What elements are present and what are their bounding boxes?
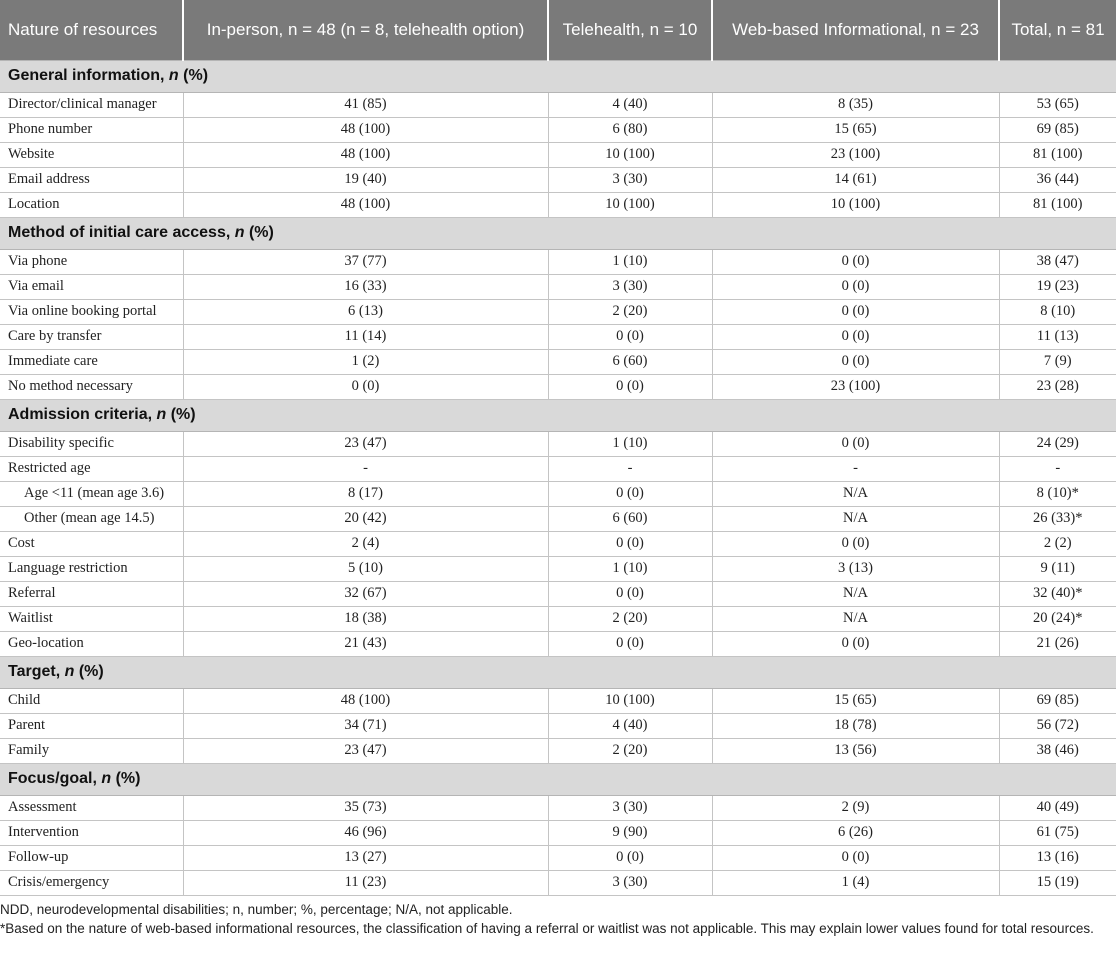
cell-telehealth: 6 (80)	[548, 117, 712, 142]
cell-telehealth: 0 (0)	[548, 631, 712, 656]
cell-telehealth: 6 (60)	[548, 349, 712, 374]
cell-in-person: 19 (40)	[183, 167, 548, 192]
row-label: Email address	[0, 167, 183, 192]
cell-total: 81 (100)	[999, 192, 1116, 217]
row-label: Family	[0, 738, 183, 763]
cell-web-based: 0 (0)	[712, 531, 999, 556]
cell-total: 8 (10)	[999, 299, 1116, 324]
row-label: Phone number	[0, 117, 183, 142]
cell-web-based: 0 (0)	[712, 845, 999, 870]
section-title: Target, n (%)	[0, 656, 1116, 688]
cell-total: 38 (46)	[999, 738, 1116, 763]
cell-total: 9 (11)	[999, 556, 1116, 581]
row-label: Location	[0, 192, 183, 217]
cell-in-person: 8 (17)	[183, 481, 548, 506]
cell-telehealth: 10 (100)	[548, 688, 712, 713]
row-label: Via phone	[0, 249, 183, 274]
table-row	[0, 374, 1116, 399]
row-label: Language restriction	[0, 556, 183, 581]
footnote-asterisk: *Based on the nature of web-based informational resources, the classification of having a referral or waitlist was not applicable. This may explain lower values found for total resources.	[0, 921, 1094, 936]
table-row	[0, 142, 1116, 167]
table-row	[0, 431, 1116, 456]
cell-web-based: 13 (56)	[712, 738, 999, 763]
cell-web-based: 23 (100)	[712, 142, 999, 167]
section-title: Method of initial care access, n (%)	[0, 217, 1116, 249]
section-header-row	[0, 399, 1116, 431]
footnote-abbreviations: NDD, neurodevelopmental disabilities; n, number; %, percentage; N/A, not applicable.	[0, 902, 513, 917]
cell-web-based: 2 (9)	[712, 795, 999, 820]
table-row	[0, 606, 1116, 631]
table-row	[0, 531, 1116, 556]
row-label: Director/clinical manager	[0, 92, 183, 117]
table-row	[0, 506, 1116, 531]
cell-in-person: 48 (100)	[183, 192, 548, 217]
cell-telehealth: 0 (0)	[548, 481, 712, 506]
column-header-telehealth: Telehealth, n = 10	[548, 0, 712, 60]
row-label: Waitlist	[0, 606, 183, 631]
cell-in-person: 23 (47)	[183, 738, 548, 763]
cell-in-person: 48 (100)	[183, 142, 548, 167]
row-label: Via online booking portal	[0, 299, 183, 324]
table-row	[0, 688, 1116, 713]
cell-in-person: 34 (71)	[183, 713, 548, 738]
table-row	[0, 92, 1116, 117]
section-title: General information, n (%)	[0, 60, 1116, 92]
row-label: Assessment	[0, 795, 183, 820]
cell-web-based: 3 (13)	[712, 556, 999, 581]
cell-in-person: 2 (4)	[183, 531, 548, 556]
cell-telehealth: 6 (60)	[548, 506, 712, 531]
cell-web-based: N/A	[712, 581, 999, 606]
table-row	[0, 192, 1116, 217]
cell-telehealth: -	[548, 456, 712, 481]
cell-web-based: 0 (0)	[712, 249, 999, 274]
row-label: No method necessary	[0, 374, 183, 399]
cell-total: 61 (75)	[999, 820, 1116, 845]
cell-total: 20 (24)*	[999, 606, 1116, 631]
row-label: Care by transfer	[0, 324, 183, 349]
cell-web-based: N/A	[712, 506, 999, 531]
cell-telehealth: 2 (20)	[548, 606, 712, 631]
cell-total: 32 (40)*	[999, 581, 1116, 606]
cell-telehealth: 0 (0)	[548, 324, 712, 349]
row-label: Disability specific	[0, 431, 183, 456]
cell-web-based: 23 (100)	[712, 374, 999, 399]
cell-web-based: 0 (0)	[712, 299, 999, 324]
table-row	[0, 117, 1116, 142]
table-row	[0, 581, 1116, 606]
cell-telehealth: 3 (30)	[548, 167, 712, 192]
cell-web-based: 0 (0)	[712, 431, 999, 456]
table-row	[0, 713, 1116, 738]
section-title: Focus/goal, n (%)	[0, 763, 1116, 795]
cell-web-based: 0 (0)	[712, 274, 999, 299]
cell-in-person: 21 (43)	[183, 631, 548, 656]
cell-telehealth: 2 (20)	[548, 738, 712, 763]
row-label: Website	[0, 142, 183, 167]
section-header-row	[0, 60, 1116, 92]
cell-web-based: 8 (35)	[712, 92, 999, 117]
cell-web-based: 0 (0)	[712, 631, 999, 656]
cell-in-person: 1 (2)	[183, 349, 548, 374]
cell-in-person: 5 (10)	[183, 556, 548, 581]
cell-telehealth: 0 (0)	[548, 845, 712, 870]
row-label: Parent	[0, 713, 183, 738]
column-header-nature: Nature of resources	[0, 0, 183, 60]
cell-total: 56 (72)	[999, 713, 1116, 738]
column-header-in-person: In-person, n = 48 (n = 8, telehealth option)	[183, 0, 548, 60]
cell-telehealth: 0 (0)	[548, 531, 712, 556]
cell-web-based: 15 (65)	[712, 117, 999, 142]
column-header-web-based: Web-based Informational, n = 23	[712, 0, 999, 60]
cell-telehealth: 9 (90)	[548, 820, 712, 845]
row-label: Follow-up	[0, 845, 183, 870]
cell-web-based: N/A	[712, 606, 999, 631]
cell-in-person: 18 (38)	[183, 606, 548, 631]
cell-web-based: 1 (4)	[712, 870, 999, 895]
cell-web-based: -	[712, 456, 999, 481]
table-row	[0, 249, 1116, 274]
cell-total: 26 (33)*	[999, 506, 1116, 531]
cell-total: 36 (44)	[999, 167, 1116, 192]
cell-web-based: N/A	[712, 481, 999, 506]
table-row	[0, 274, 1116, 299]
table-header	[0, 0, 1116, 60]
cell-total: 8 (10)*	[999, 481, 1116, 506]
row-label: Intervention	[0, 820, 183, 845]
table-row	[0, 845, 1116, 870]
row-label: Cost	[0, 531, 183, 556]
cell-in-person: 20 (42)	[183, 506, 548, 531]
row-label: Child	[0, 688, 183, 713]
cell-web-based: 0 (0)	[712, 324, 999, 349]
cell-total: 81 (100)	[999, 142, 1116, 167]
cell-telehealth: 4 (40)	[548, 92, 712, 117]
cell-total: 13 (16)	[999, 845, 1116, 870]
cell-total: 53 (65)	[999, 92, 1116, 117]
cell-telehealth: 10 (100)	[548, 192, 712, 217]
cell-web-based: 6 (26)	[712, 820, 999, 845]
table-row	[0, 556, 1116, 581]
cell-total: 40 (49)	[999, 795, 1116, 820]
cell-telehealth: 1 (10)	[548, 249, 712, 274]
cell-total: 69 (85)	[999, 117, 1116, 142]
cell-total: 15 (19)	[999, 870, 1116, 895]
row-label: Geo-location	[0, 631, 183, 656]
cell-web-based: 15 (65)	[712, 688, 999, 713]
row-label: Via email	[0, 274, 183, 299]
header-row	[0, 0, 1116, 60]
cell-web-based: 18 (78)	[712, 713, 999, 738]
row-label: Age <11 (mean age 3.6)	[0, 481, 183, 506]
table-row	[0, 324, 1116, 349]
cell-in-person: 48 (100)	[183, 688, 548, 713]
table-row	[0, 481, 1116, 506]
section-header-row	[0, 656, 1116, 688]
cell-in-person: -	[183, 456, 548, 481]
cell-in-person: 23 (47)	[183, 431, 548, 456]
cell-web-based: 10 (100)	[712, 192, 999, 217]
row-label: Referral	[0, 581, 183, 606]
cell-in-person: 13 (27)	[183, 845, 548, 870]
section-header-row	[0, 763, 1116, 795]
table-row	[0, 795, 1116, 820]
cell-in-person: 0 (0)	[183, 374, 548, 399]
cell-telehealth: 3 (30)	[548, 274, 712, 299]
table-row	[0, 870, 1116, 895]
cell-in-person: 41 (85)	[183, 92, 548, 117]
section-title: Admission criteria, n (%)	[0, 399, 1116, 431]
cell-in-person: 48 (100)	[183, 117, 548, 142]
cell-total: 7 (9)	[999, 349, 1116, 374]
cell-total: 69 (85)	[999, 688, 1116, 713]
column-header-total: Total, n = 81	[999, 0, 1116, 60]
cell-total: 38 (47)	[999, 249, 1116, 274]
cell-telehealth: 3 (30)	[548, 870, 712, 895]
cell-web-based: 0 (0)	[712, 349, 999, 374]
row-label: Immediate care	[0, 349, 183, 374]
cell-total: 11 (13)	[999, 324, 1116, 349]
cell-in-person: 16 (33)	[183, 274, 548, 299]
cell-telehealth: 2 (20)	[548, 299, 712, 324]
cell-telehealth: 0 (0)	[548, 581, 712, 606]
cell-in-person: 11 (14)	[183, 324, 548, 349]
cell-in-person: 6 (13)	[183, 299, 548, 324]
cell-total: 24 (29)	[999, 431, 1116, 456]
cell-in-person: 11 (23)	[183, 870, 548, 895]
cell-total: 19 (23)	[999, 274, 1116, 299]
cell-telehealth: 3 (30)	[548, 795, 712, 820]
cell-telehealth: 4 (40)	[548, 713, 712, 738]
table-row	[0, 820, 1116, 845]
cell-total: 2 (2)	[999, 531, 1116, 556]
section-header-row	[0, 217, 1116, 249]
cell-web-based: 14 (61)	[712, 167, 999, 192]
row-label: Restricted age	[0, 456, 183, 481]
cell-telehealth: 10 (100)	[548, 142, 712, 167]
cell-telehealth: 1 (10)	[548, 431, 712, 456]
table-row	[0, 167, 1116, 192]
table-row	[0, 349, 1116, 374]
table-row	[0, 631, 1116, 656]
cell-in-person: 35 (73)	[183, 795, 548, 820]
row-label: Crisis/emergency	[0, 870, 183, 895]
table-body	[0, 60, 1116, 895]
table-row	[0, 738, 1116, 763]
row-label: Other (mean age 14.5)	[0, 506, 183, 531]
table-footnotes	[0, 900, 1116, 938]
cell-telehealth: 1 (10)	[548, 556, 712, 581]
cell-in-person: 32 (67)	[183, 581, 548, 606]
cell-telehealth: 0 (0)	[548, 374, 712, 399]
table-row	[0, 299, 1116, 324]
cell-in-person: 37 (77)	[183, 249, 548, 274]
cell-total: -	[999, 456, 1116, 481]
cell-total: 23 (28)	[999, 374, 1116, 399]
table-row	[0, 456, 1116, 481]
cell-total: 21 (26)	[999, 631, 1116, 656]
cell-in-person: 46 (96)	[183, 820, 548, 845]
